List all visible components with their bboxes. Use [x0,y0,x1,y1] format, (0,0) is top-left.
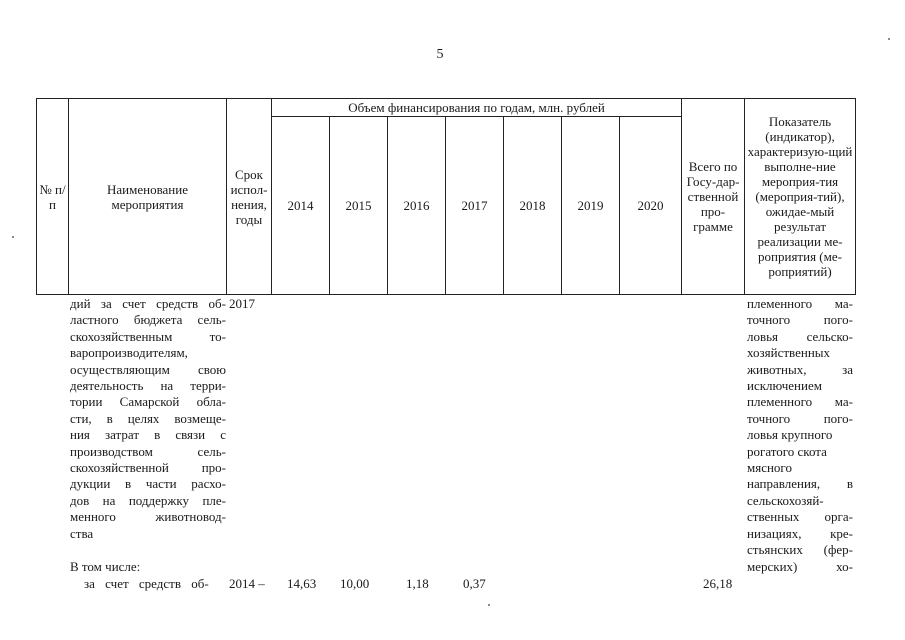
text-line: точного пого- [747,312,853,328]
indicator-text [747,296,853,575]
text-line: дов на поддержку пле- [70,492,226,508]
value-2014: 14,63 [287,576,317,591]
header-year: 2017 [446,117,504,295]
text-line: направления, в [747,476,853,492]
page-number: 5 [436,47,444,62]
text-line: производством сель- [70,443,226,459]
text-line: хозяйственных [747,345,831,361]
header-year: 2019 [562,117,620,295]
text-line: скохозяйственным то- [70,328,226,344]
value-2015: 10,00 [340,576,370,591]
sub-activity-name: за счет средств об- [84,576,209,591]
text-line: деятельность на терри- [70,378,226,394]
text-line: сельскохозяй- [747,492,824,508]
text-line: дий за счет средств об- [70,296,226,311]
text-line: племенного ма- [747,296,853,311]
text-line: тории Самарской обла- [70,394,226,410]
text-line: низациях, кре- [747,525,853,541]
text-line: мясного [747,460,792,476]
value-2016: 1,18 [406,576,429,591]
text-line: ственных орга- [747,509,853,525]
header-term: Срок испол-нения, годы [227,99,272,295]
text-line: стьянских (фер- [747,542,853,558]
including-label: В том числе: [70,559,141,574]
text-line: племенного ма- [747,394,853,410]
text-line: менного животновод- [70,509,226,525]
header-year: 2016 [388,117,446,295]
header-year: 2018 [504,117,562,295]
text-line: ловья сельско- [747,328,853,344]
sub-term-value: 2014 – [229,576,265,591]
header-total: Всего по Госу-дар-ственной про-грамме [682,99,745,295]
text-line: скохозяйственной про- [70,460,226,476]
header-indicator: Показатель (индикатор), характеризую-щий выполне-ние мероприя-тия (мероприя-тий), ожидае-мый результат реализации ме-роприятия (ме-роприятий) [745,99,856,295]
text-line: дукции в части расхо- [70,476,226,492]
activity-name [70,296,226,542]
text-line: точного пого- [747,410,853,426]
header-name: Наименование мероприятия [69,99,227,295]
budget-table-header [36,98,856,295]
text-line: мерских) хо- [747,558,853,574]
text-line: варопроизводителям, [70,345,188,361]
text-line: исключением [747,378,822,394]
text-line: осуществляющим свою [70,361,226,377]
total-value: 26,18 [703,576,733,591]
header-year: 2015 [330,117,388,295]
term-value: 2017 [229,296,255,311]
scan-speck [12,236,14,238]
scan-speck [488,604,490,606]
text-line: ловья крупного [747,427,833,443]
value-2017: 0,37 [463,576,486,591]
header-financing: Объем финансирования по годам, млн. рублей [272,99,682,117]
header-num: № п/п [37,99,69,295]
text-line: рогатого скота [747,443,827,459]
text-line: животных, за [747,361,853,377]
text-line: сти, в целях возмеще- [70,410,226,426]
header-year: 2014 [272,117,330,295]
text-line: ластного бюджета сель- [70,312,226,328]
scan-speck [888,38,890,40]
text-line: ства [70,525,94,541]
header-year: 2020 [620,117,682,295]
text-line: ния затрат в связи с [70,427,226,443]
